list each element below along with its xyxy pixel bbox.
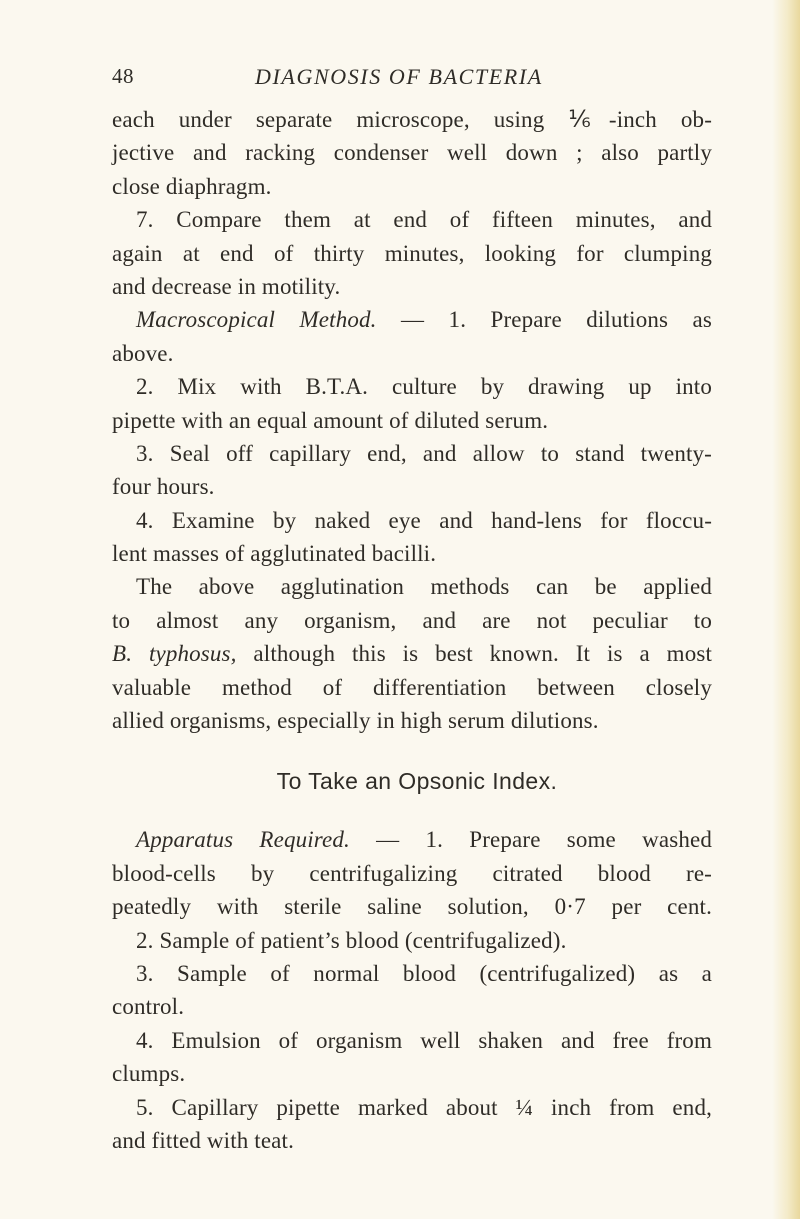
text-line: The above agglutination methods can be applied: [136, 574, 712, 600]
body-text: [112, 103, 712, 1157]
page-number: 48: [112, 64, 134, 88]
text-line: to almost any organism, and are not peculiar to: [112, 607, 712, 633]
text-line: peatedly with sterile saline solution, 0·7 per cent.: [112, 894, 712, 920]
text-line: close diaphragm.: [112, 173, 272, 199]
text-line: 3. Seal off capillary end, and allow to stand twenty-: [136, 440, 712, 466]
text-line: 2. Sample of patient’s blood (centrifugalized).: [136, 927, 567, 953]
text-line: [112, 823, 712, 856]
text-line: and decrease in motility.: [112, 273, 341, 299]
species-name: B. typhosus,: [112, 641, 237, 667]
text-line: clumps.: [112, 1061, 186, 1087]
apparatus-heading: Apparatus Required.: [136, 827, 350, 853]
text-line: 5. Capillary pipette marked about ¼ inch from end,: [136, 1094, 712, 1120]
text-line: each under separate microscope, using ⅙-inch ob-: [112, 107, 712, 132]
text-run: — 1. Prepare some washed: [349, 827, 712, 853]
text-line: [112, 637, 712, 670]
text-line: valuable method of differentiation between closely: [112, 674, 712, 700]
text-run: — 1. Prepare dilutions as: [376, 307, 712, 333]
text-line: again at end of thirty minutes, looking for clumping: [112, 240, 712, 266]
page-edge-shading: [772, 0, 800, 1219]
text-line: [112, 303, 712, 336]
text-line: pipette with an equal amount of diluted serum.: [112, 407, 549, 433]
text-line: blood-cells by centrifugalizing citrated blood re-: [112, 860, 712, 886]
text-line: and fitted with teat.: [112, 1127, 294, 1153]
text-line: above.: [112, 340, 174, 366]
running-header: [112, 64, 712, 104]
text-line: 4. Examine by naked eye and hand-lens for floccu-: [136, 507, 712, 533]
running-title: DIAGNOSIS OF BACTERIA: [255, 64, 543, 89]
text-line: 4. Emulsion of organism well shaken and free from: [136, 1027, 712, 1053]
text-line: 3. Sample of normal blood (centrifugalized) as a: [136, 960, 712, 986]
text-line: four hours.: [112, 474, 215, 500]
text-line: jective and racking condenser well down ; also partly: [112, 140, 712, 166]
text-line: control.: [112, 994, 185, 1020]
text-line: allied organisms, especially in high serum dilutions.: [112, 708, 599, 734]
text-line: lent masses of agglutinated bacilli.: [112, 541, 437, 567]
text-line: 7. Compare them at end of fifteen minutes, and: [136, 207, 712, 233]
text-run: although this is best known. It is a most: [236, 641, 712, 667]
method-heading: Macroscopical Method.: [136, 307, 377, 333]
text-line: 2. Mix with B.T.A. culture by drawing up into: [136, 374, 712, 400]
section-heading: To Take an Opsonic Index.: [276, 768, 558, 795]
